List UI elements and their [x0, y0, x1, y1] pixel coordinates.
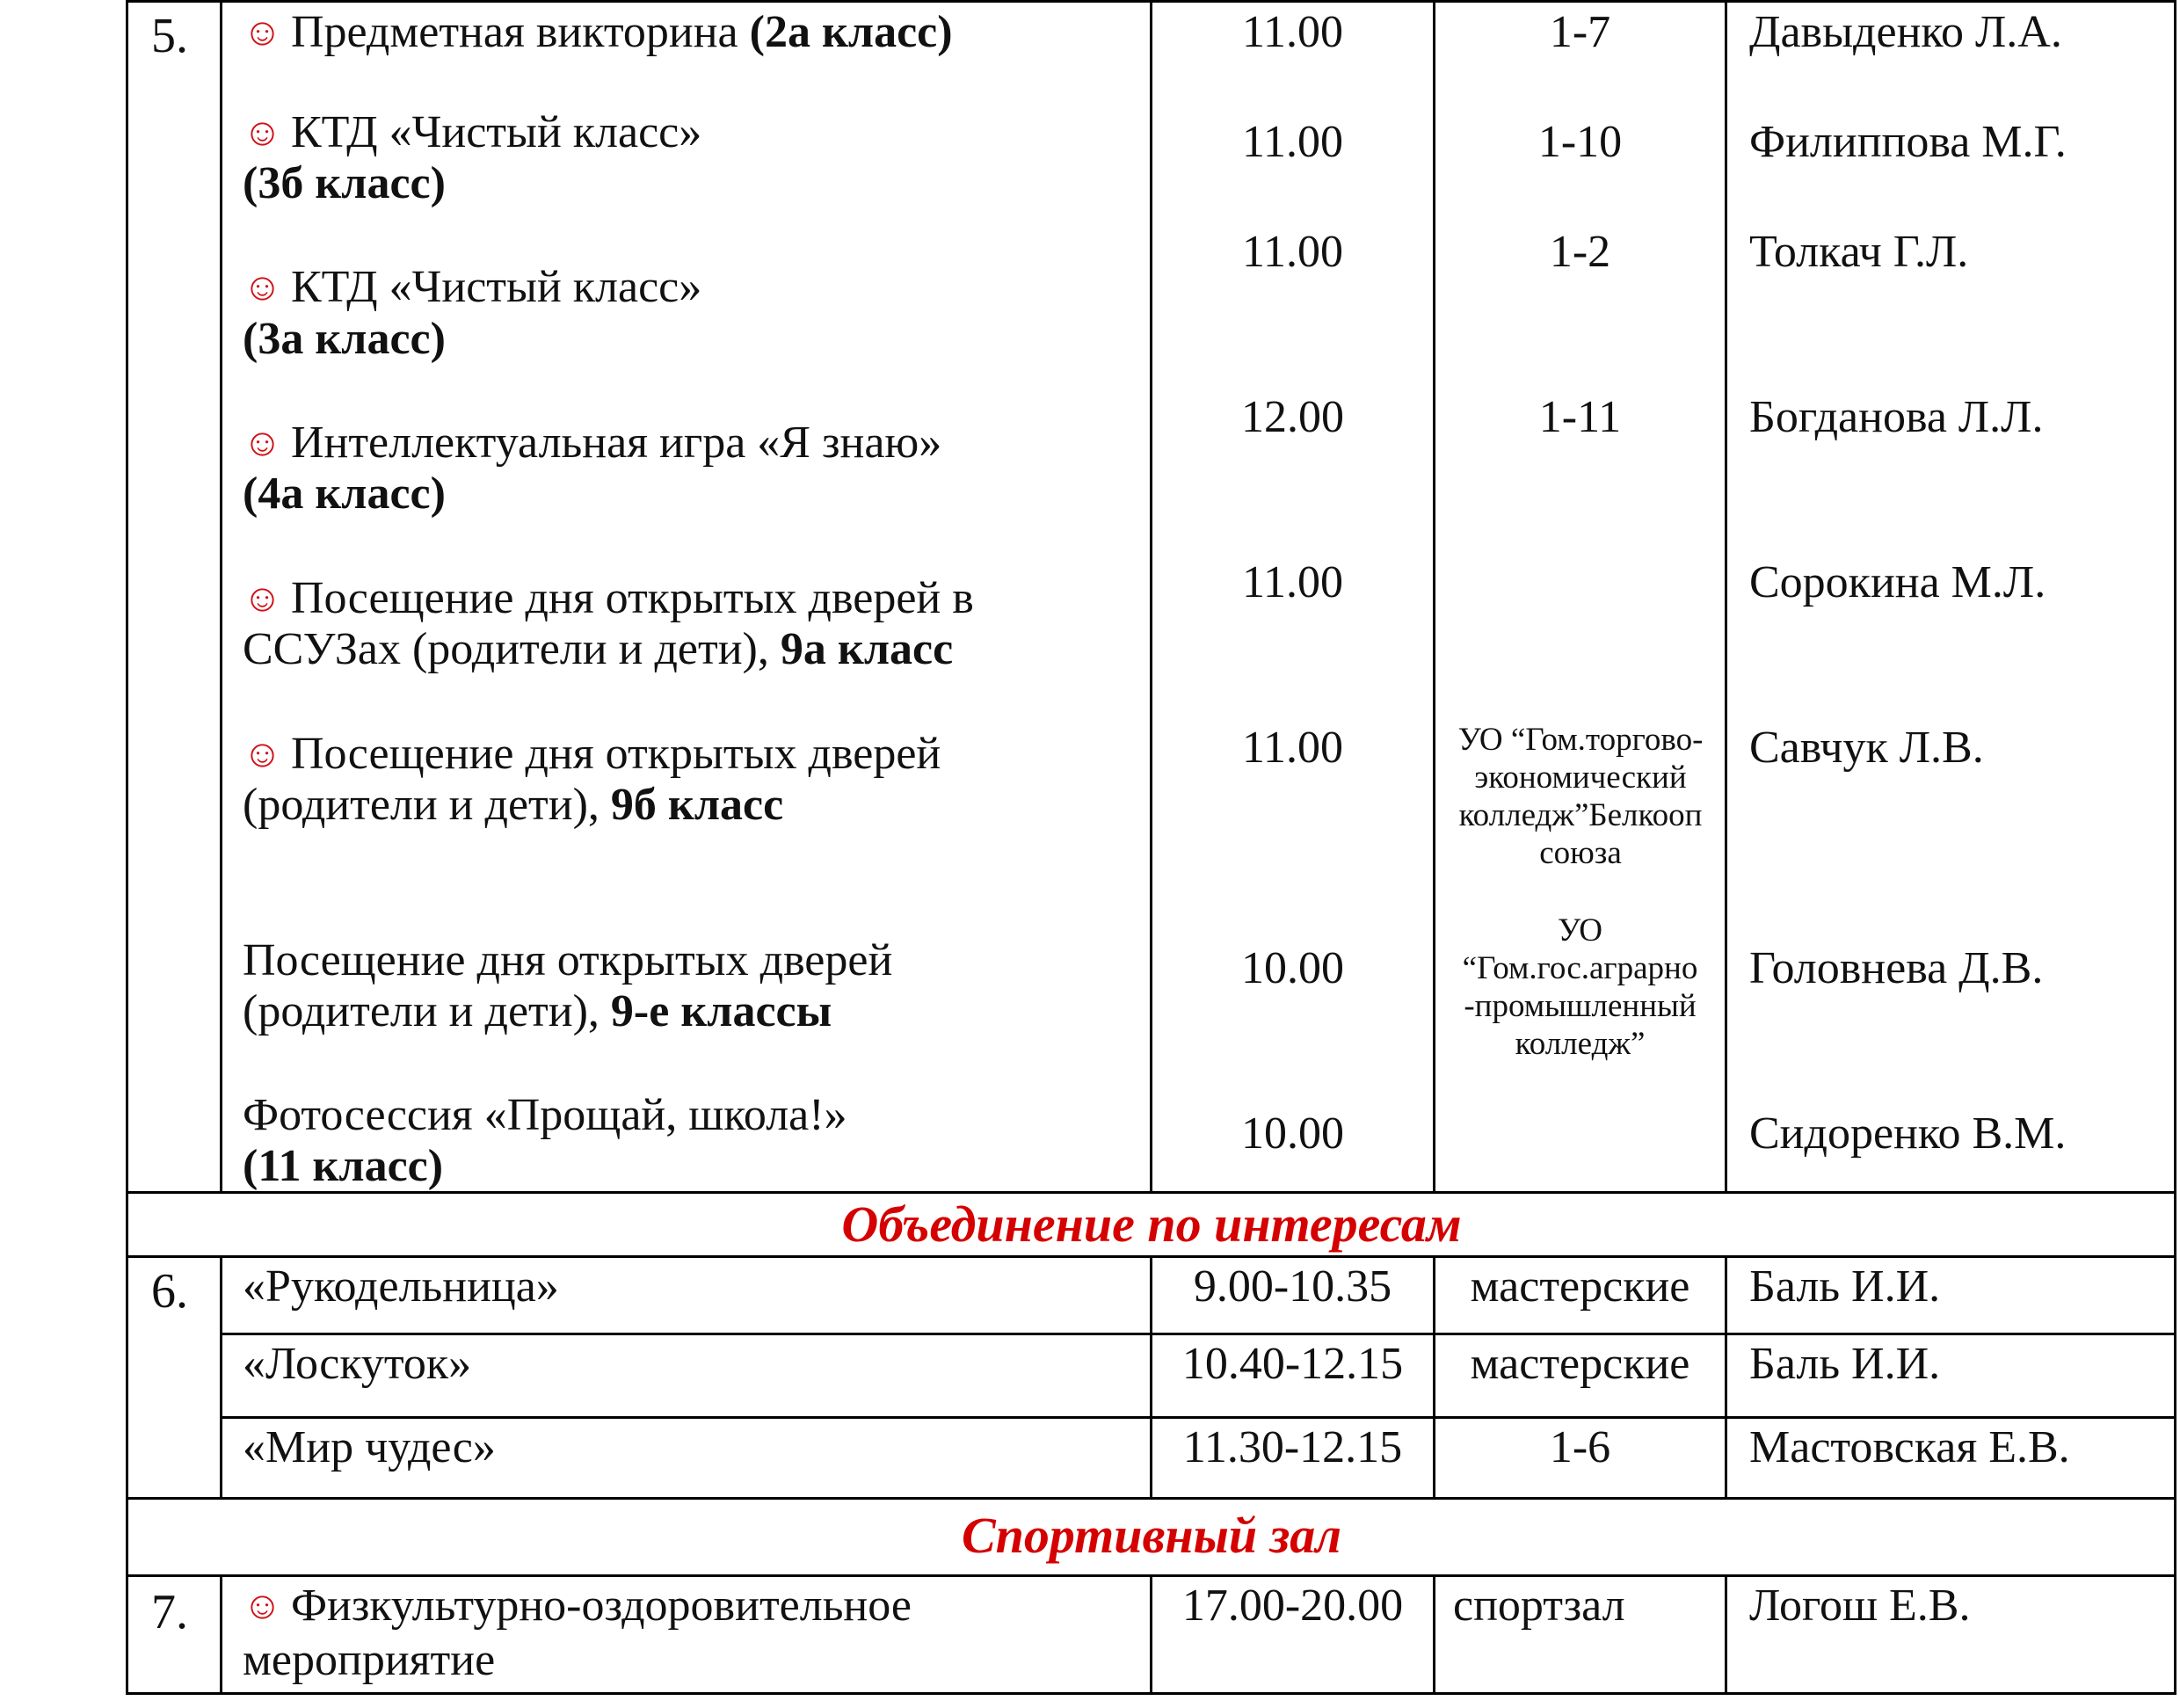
club-room-1: мастерские: [1470, 1261, 1690, 1312]
col-divider-1c: [220, 1576, 222, 1695]
smiley-icon: ☺: [243, 111, 282, 154]
activity-1: ☺ Предметная викторина (2а класс): [243, 7, 953, 57]
activity-8: Фотосессия «Прощай, школа!»: [243, 1090, 847, 1140]
activity-sport-line2: мероприятие: [243, 1635, 496, 1685]
col-divider-3c: [1433, 1576, 1435, 1695]
club-room-2: мастерские: [1470, 1339, 1690, 1389]
activity-6: ☺ Посещение дня открытых дверей: [243, 729, 941, 779]
person-5: Сорокина М.Л.: [1749, 557, 2046, 607]
smiley-icon: ☺: [243, 732, 282, 775]
section-heading-gym: Спортивный зал: [961, 1507, 1342, 1564]
person-7: Головнева Д.В.: [1749, 943, 2044, 993]
row-number-6: 6.: [151, 1264, 188, 1319]
hline-row6-2: [220, 1416, 2176, 1419]
room-1: 1-7: [1549, 7, 1611, 57]
time-4: 12.00: [1241, 392, 1344, 442]
room-3: 1-2: [1549, 227, 1611, 277]
hline-section1-bottom: [126, 1255, 2176, 1258]
person-4: Богданова Л.Л.: [1749, 392, 2044, 442]
activity-3-class: (3а класс): [243, 314, 446, 364]
person-2: Филиппова М.Г.: [1749, 117, 2067, 167]
sport-person: Логош Е.В.: [1749, 1581, 1971, 1631]
person-3: Толкач Г.Л.: [1749, 227, 1969, 277]
club-person-2: Баль И.И.: [1749, 1339, 1941, 1389]
hline-top: [126, 0, 2176, 3]
person-6: Савчук Л.В.: [1749, 723, 1984, 773]
col-divider-1b: [220, 1257, 222, 1499]
col-divider-4c: [1725, 1576, 1727, 1695]
club-time-2: 10.40-12.15: [1181, 1339, 1404, 1389]
border-right: [2174, 0, 2176, 1695]
row-number-5: 5.: [151, 9, 188, 63]
smiley-icon: ☺: [243, 265, 282, 309]
club-time-3: 11.30-12.15: [1182, 1422, 1403, 1472]
sport-time: 17.00-20.00: [1181, 1581, 1404, 1631]
border-left: [126, 0, 128, 1695]
time-8: 10.00: [1241, 1108, 1344, 1159]
col-divider-1: [220, 0, 222, 1193]
person-8: Сидоренко В.М.: [1749, 1108, 2067, 1159]
club-name-1: «Рукодельница»: [243, 1261, 559, 1312]
club-person-1: Баль И.И.: [1749, 1261, 1941, 1312]
hline-row6-1: [220, 1333, 2176, 1335]
hline-section2-bottom: [126, 1574, 2176, 1577]
club-time-1: 9.00-10.35: [1193, 1261, 1392, 1312]
activity-5: ☺ Посещение дня открытых дверей в: [243, 573, 974, 623]
activity-6-line2: (родители и дети), 9б класс: [243, 780, 784, 830]
activity-8-class: (11 класс): [243, 1141, 444, 1191]
club-name-3: «Мир чудес»: [243, 1422, 496, 1472]
room-2: 1-10: [1537, 117, 1623, 167]
col-divider-4b: [1725, 1257, 1727, 1499]
activity-7-line2: (родители и дети), 9-е классы: [243, 986, 832, 1036]
activity-3: ☺ КТД «Чистый класс»: [243, 262, 702, 312]
activity-7: Посещение дня открытых дверей: [243, 935, 893, 985]
room-4: 1-11: [1538, 392, 1622, 442]
row-number-7: 7.: [151, 1585, 188, 1639]
activity-4-class: (4а класс): [243, 469, 446, 519]
time-2: 11.00: [1241, 117, 1344, 167]
activity-4: ☺ Интеллектуальная игра «Я знаю»: [243, 418, 942, 468]
smiley-icon: ☺: [243, 11, 282, 54]
club-name-2: «Лоскуток»: [243, 1339, 472, 1389]
room-6: УО “Гом.торгово-экономический колледж”Белкооп союза: [1457, 722, 1704, 871]
activity-sport: ☺ Физкультурно-оздоровительное: [243, 1581, 912, 1631]
section-heading-interests: Объединение по интересам: [841, 1196, 1462, 1253]
club-person-3: Мастовская Е.В.: [1749, 1422, 2070, 1472]
sport-room: спортзал: [1453, 1581, 1625, 1631]
hline-section2-top: [126, 1497, 2176, 1500]
club-room-3: 1-6: [1549, 1422, 1611, 1472]
time-6: 11.00: [1241, 723, 1344, 773]
time-3: 11.00: [1241, 227, 1344, 277]
person-1: Давыденко Л.А.: [1749, 7, 2062, 57]
hline-bottom: [126, 1692, 2176, 1695]
smiley-icon: ☺: [243, 1584, 282, 1627]
room-7: УО “Гом.гос.аграрно -промышленный колледж”: [1462, 912, 1698, 1062]
activity-2: ☺ КТД «Чистый класс»: [243, 107, 702, 157]
col-divider-4: [1725, 0, 1727, 1193]
activity-2-class: (3б класс): [243, 158, 446, 208]
time-1: 11.00: [1241, 7, 1344, 57]
time-7: 10.00: [1241, 943, 1344, 993]
smiley-icon: ☺: [243, 577, 282, 620]
col-divider-3: [1433, 0, 1435, 1193]
activity-5-line2: ССУЗах (родители и дети), 9а класс: [243, 624, 954, 674]
time-5: 11.00: [1241, 557, 1344, 607]
smiley-icon: ☺: [243, 421, 282, 464]
